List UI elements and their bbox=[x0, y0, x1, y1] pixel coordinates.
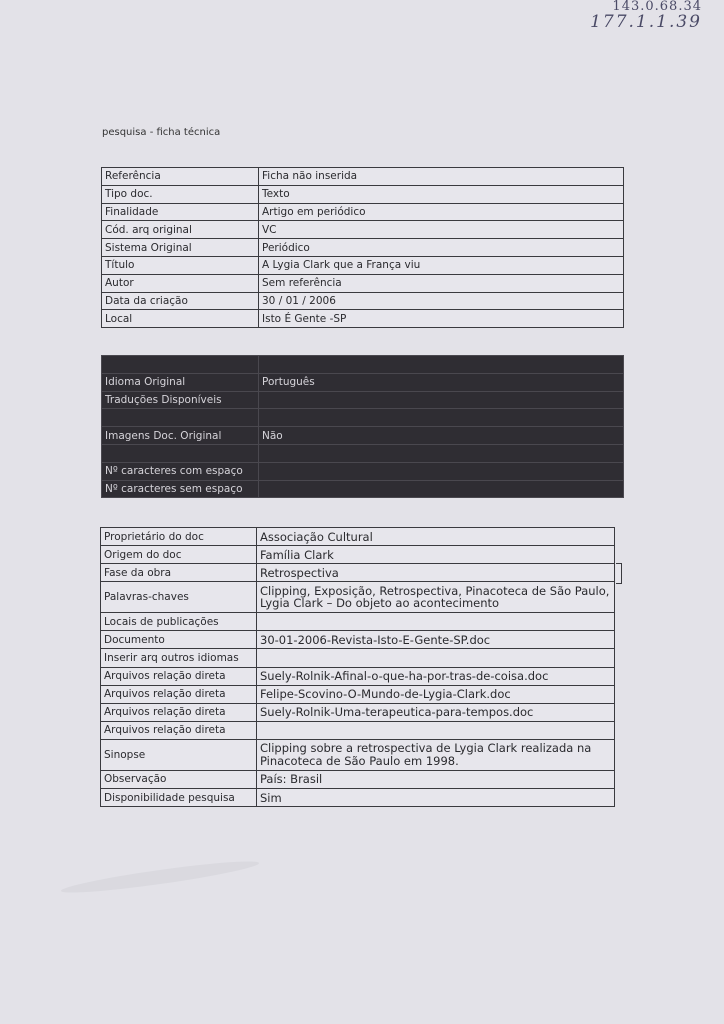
table-row bbox=[102, 274, 624, 292]
field-value bbox=[257, 721, 615, 739]
annotation-line-2: 177.1.1.39 bbox=[590, 11, 702, 32]
page-heading: pesquisa - ficha técnica bbox=[102, 127, 221, 138]
field-label: Traduções Disponíveis bbox=[102, 391, 259, 409]
field-value: Clipping, Exposição, Retrospectiva, Pinacoteca de São Paulo, Lygia Clark – Do objeto ao acontecimento bbox=[257, 582, 615, 613]
field-label: Proprietário do doc bbox=[101, 528, 257, 546]
field-value: Isto É Gente -SP bbox=[259, 310, 624, 328]
table-row bbox=[101, 564, 615, 582]
field-value: VC bbox=[259, 221, 624, 239]
annotation-line-1: 143.0.68.34 bbox=[612, 0, 702, 14]
table-row bbox=[102, 391, 624, 409]
table-row bbox=[102, 462, 624, 480]
handwritten-annotation bbox=[590, 0, 702, 31]
table-edge-mark bbox=[616, 563, 622, 584]
table-row bbox=[102, 480, 624, 498]
field-value: País: Brasil bbox=[257, 770, 615, 788]
table-row bbox=[101, 739, 615, 770]
field-value: Retrospectiva bbox=[257, 564, 615, 582]
field-label: Arquivos relação direta bbox=[101, 685, 257, 703]
field-label: Locais de publicações bbox=[101, 613, 257, 631]
field-label: Data da criação bbox=[102, 292, 259, 310]
field-value: Ficha não inserida bbox=[259, 168, 624, 186]
field-value: Periódico bbox=[259, 239, 624, 257]
field-value: Associação Cultural bbox=[257, 528, 615, 546]
field-label: Inserir arq outros idiomas bbox=[101, 649, 257, 667]
table-row bbox=[102, 373, 624, 391]
field-label: Imagens Doc. Original bbox=[102, 427, 259, 445]
archive-info-table bbox=[100, 527, 615, 807]
paper-smudge bbox=[60, 856, 260, 898]
field-value: Português bbox=[259, 373, 624, 391]
field-label: Finalidade bbox=[102, 203, 259, 221]
table-row bbox=[101, 546, 615, 564]
field-label bbox=[102, 356, 259, 374]
table-row bbox=[101, 631, 615, 649]
table-row bbox=[101, 528, 615, 546]
field-label: Local bbox=[102, 310, 259, 328]
table-row bbox=[102, 168, 624, 186]
field-value: Suely-Rolnik-Uma-terapeutica-para-tempos.doc bbox=[257, 703, 615, 721]
field-value: 30-01-2006-Revista-Isto-E-Gente-SP.doc bbox=[257, 631, 615, 649]
field-label: Sinopse bbox=[101, 739, 257, 770]
field-value: Felipe-Scovino-O-Mundo-de-Lygia-Clark.doc bbox=[257, 685, 615, 703]
field-value bbox=[259, 462, 624, 480]
field-value bbox=[259, 409, 624, 427]
table-row bbox=[101, 685, 615, 703]
table-row bbox=[101, 721, 615, 739]
field-label: Tipo doc. bbox=[102, 185, 259, 203]
table-row bbox=[102, 444, 624, 462]
language-info-table bbox=[101, 355, 624, 498]
field-value: Sim bbox=[257, 789, 615, 807]
table-row bbox=[102, 256, 624, 274]
table-row bbox=[102, 203, 624, 221]
table-row bbox=[102, 185, 624, 203]
field-label: Autor bbox=[102, 274, 259, 292]
table-row bbox=[102, 427, 624, 445]
table-row bbox=[101, 703, 615, 721]
field-label bbox=[102, 409, 259, 427]
field-label: Arquivos relação direta bbox=[101, 721, 257, 739]
table-row bbox=[101, 613, 615, 631]
general-info-table bbox=[101, 167, 624, 328]
table-row bbox=[101, 667, 615, 685]
table-row bbox=[101, 582, 615, 613]
field-label: Cód. arq original bbox=[102, 221, 259, 239]
field-label: Arquivos relação direta bbox=[101, 667, 257, 685]
field-value: A Lygia Clark que a França viu bbox=[259, 256, 624, 274]
field-value: Texto bbox=[259, 185, 624, 203]
field-label: Nº caracteres sem espaço bbox=[102, 480, 259, 498]
field-value bbox=[259, 356, 624, 374]
field-label: Idioma Original bbox=[102, 373, 259, 391]
table-row bbox=[101, 789, 615, 807]
field-label: Origem do doc bbox=[101, 546, 257, 564]
table-row bbox=[102, 239, 624, 257]
field-value: Sem referência bbox=[259, 274, 624, 292]
table-row bbox=[101, 770, 615, 788]
field-value: Família Clark bbox=[257, 546, 615, 564]
field-value: Clipping sobre a retrospectiva de Lygia Clark realizada na Pinacoteca de São Paulo em 1998. bbox=[257, 739, 615, 770]
field-value bbox=[257, 613, 615, 631]
field-label: Documento bbox=[101, 631, 257, 649]
field-value bbox=[259, 480, 624, 498]
field-label: Palavras-chaves bbox=[101, 582, 257, 613]
table-row bbox=[102, 409, 624, 427]
field-value: Suely-Rolnik-Afinal-o-que-ha-por-tras-de-coisa.doc bbox=[257, 667, 615, 685]
field-value bbox=[259, 391, 624, 409]
field-label: Fase da obra bbox=[101, 564, 257, 582]
field-label: Arquivos relação direta bbox=[101, 703, 257, 721]
field-label: Nº caracteres com espaço bbox=[102, 462, 259, 480]
field-label: Sistema Original bbox=[102, 239, 259, 257]
table-row bbox=[101, 649, 615, 667]
table-row bbox=[102, 221, 624, 239]
field-value bbox=[259, 444, 624, 462]
table-row bbox=[102, 292, 624, 310]
field-value: Artigo em periódico bbox=[259, 203, 624, 221]
table-row bbox=[102, 310, 624, 328]
field-value bbox=[257, 649, 615, 667]
field-label: Disponibilidade pesquisa bbox=[101, 789, 257, 807]
table-row bbox=[102, 356, 624, 374]
field-label bbox=[102, 444, 259, 462]
field-label: Observação bbox=[101, 770, 257, 788]
field-label: Referência bbox=[102, 168, 259, 186]
field-label: Título bbox=[102, 256, 259, 274]
field-value: 30 / 01 / 2006 bbox=[259, 292, 624, 310]
field-value: Não bbox=[259, 427, 624, 445]
